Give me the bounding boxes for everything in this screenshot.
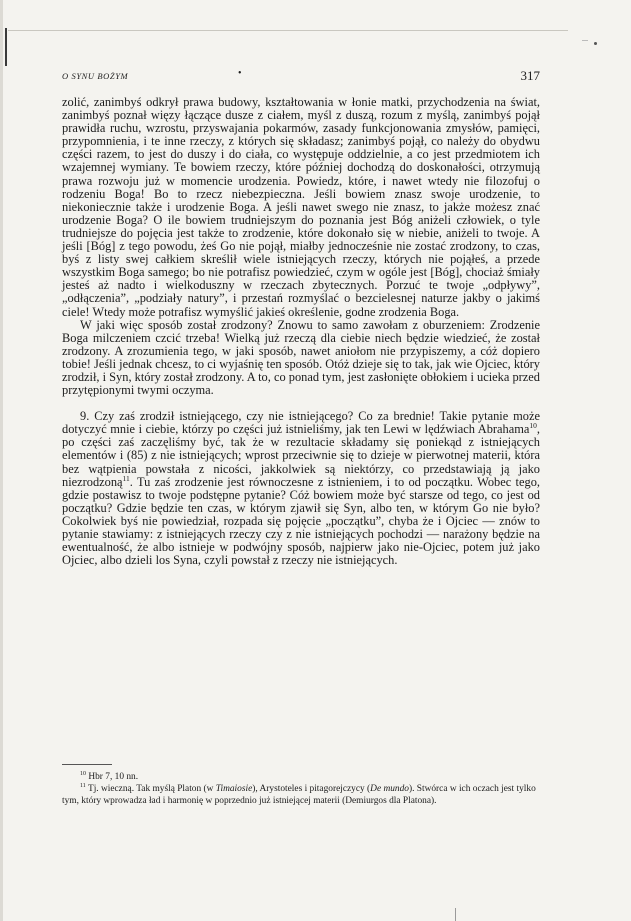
scan-dot: [594, 42, 597, 45]
running-head: O SYNU BOŻYM: [62, 71, 129, 81]
scan-mark: [5, 28, 7, 66]
scan-top-line: [8, 30, 568, 31]
footnote-ref-11: 11: [122, 473, 130, 483]
footnote-mark-11: 11: [80, 783, 86, 790]
main-text: [62, 96, 540, 567]
footnotes: [62, 771, 540, 808]
header-separator: •: [238, 68, 242, 79]
footnote-11-part-b: ), Arystoteles i pitagorejczycy (: [252, 784, 371, 795]
footnote-11: [62, 783, 540, 807]
footnote-11-italic-2: De mundo: [370, 784, 409, 795]
paragraph-3-part-b: , po części zaś zaczęliśmy być, tak że w rezultacie składamy się poniekąd z istniejących elementów i (85) z nie istniejących; wprost przeciwnie się to dzieje w pierwotnej materii, która bez wątpienia powstała z nicości, jakkolwiek są niektórzy, co przedstawiają ją jako niezrodzoną: [62, 422, 540, 489]
footnote-11-italic-1: Timaiosie: [215, 784, 253, 795]
paragraph-2: W jaki więc sposób został zrodzony? Znowu to samo zawołam z oburzeniem: Zrodzenie Boga milczeniem czcić trzeba! Wielką już rzeczą dla ciebie niech będzie wiedzieć, że został zrodzony. A zrozumienia tego, w jaki sposób, nawet aniołom nie przypiszemy, a cóż dopiero tobie! Jeśli jednak chcesz, to ci wyjaśnię ten sposób. Otóż dzieje się to tak, jak wie Ojciec, który zrodził, i Syn, który został zrodzony. A to, co ponad tym, jest zasłonięte obłokiem i ucieka przed przytępionymi twymi oczyma.: [62, 317, 540, 398]
footnote-ref-10: 10: [529, 421, 537, 431]
footnote-mark-10: 10: [80, 770, 86, 777]
paragraph-3-part-a: 9. Czy zaś zrodził istniejącego, czy nie istniejącego? Co za brednie! Takie pytanie może dotyczyć mnie i ciebie, którzy po części już istnieliśmy, jak ten Lewi w lędźwiach Abrahama: [62, 409, 540, 437]
page-number: 317: [520, 68, 540, 83]
footnote-divider: [62, 764, 112, 765]
paragraph-1: zolić, zanimbyś odkrył prawa budowy, kształtowania w łonie matki, przychodzenia na świat, zanimbyś poznał więzy łączące dusze z ciałem, myśl z duszą, rozum z myślą, zanimbyś pojął prawidła ruchu, wzrostu, przyswajania pokarmów, zasady funkcjonowania zmysłów, pamięci, przypomnienia, i te inne rzeczy, z których się składasz; zanimbyś pojął, co należy do obydwu części razem, to jest do duszy i do ciała, co występuje oddzielnie, a co jest przedmiotem ich wzajemnej wymiany. Te bowiem rzeczy, które później dochodzą do doskonałości, otrzymują prawa rozwoju już w momencie urodzenia. Powiedz, które, i nawet wtedy nie filozofuj o rodzeniu Boga! Bo to rzecz niebezpieczna. Jeśli bowiem znasz swoje urodzenie, to niekoniecznie także i urodzenie Boga. A jeśli nawet swego nie znasz, to jakże możesz znać urodzenie Boga? O ile bowiem trudniejszym do poznania jest Bóg aniżeli człowiek, o tyle trudniejsze do pojęcia jest także to zrodzenie, które dokonało się w niebie, aniżeli to twoje. A jeśli [Bóg] z tego powodu, żeś Go nie pojął, miałby jednocześnie nie zostać zrodzony, to czas, byś z listy swej całkiem skreślił wiele istniejących rzeczy, których nie pojąłeś, a przede wszystkim Boga samego; bo nie potrafisz powiedzieć, czym w ogóle jest [Bóg], chociaż śmiały jesteś aż nadto i wielkoduszny w rzeczach zbytecznych. Porzuć te twoje „odpływy”, „odłączenia”, „podziały natury”, i przestań rozmyślać o bezcielesnej naturze jakby o jakimś ciele! Wtedy może potrafisz wymyślić jakieś określenie, godne zrodzenia Boga.: [62, 95, 540, 319]
page-header: [62, 68, 540, 86]
footnote-11-part-c: ). Stwórca w ich oczach jest tylko tym, który wprowadza ład i harmonię w poprzednio już istniejącej materii (Demiurgos dla Platona).: [62, 784, 536, 807]
footnote-11-part-a: Tj. wieczną. Tak myślą Platon (w: [87, 784, 214, 795]
scan-bottom-mark: [455, 908, 456, 921]
footnote-10-text: Hbr 7, 10 nn.: [88, 772, 139, 782]
scan-dash: [582, 40, 588, 41]
paragraph-3-part-c: . Tu zaś zrodzenie jest równoczesne z istnieniem, i to od początku. Wobec tego, gdzie postawisz to twoje podstępne pytanie? Cóż bowiem może być starsze od tego, co jest od początku? Gdzie będzie ten czas, w którym zjawił się Syn, albo ten, w którym Go nie było? Cokolwiek byś nie powiedział, rozpada się pojęcie „początku”, chyba że i Ojciec — znów to pytanie stawiamy: z istniejących rzeczy czy z nie istniejących pochodzi — narażony będzie na ewentualność, że albo istnieje w podwójny sposób, najpierw jako nie-Ojciec, potem już jako Ojciec, albo dzieli los Syna, czyli powstał z rzeczy nie istniejących.: [62, 474, 540, 568]
page-edge: [0, 0, 3, 921]
paragraph-section-9: [62, 410, 540, 567]
footnote-10: [62, 771, 540, 783]
